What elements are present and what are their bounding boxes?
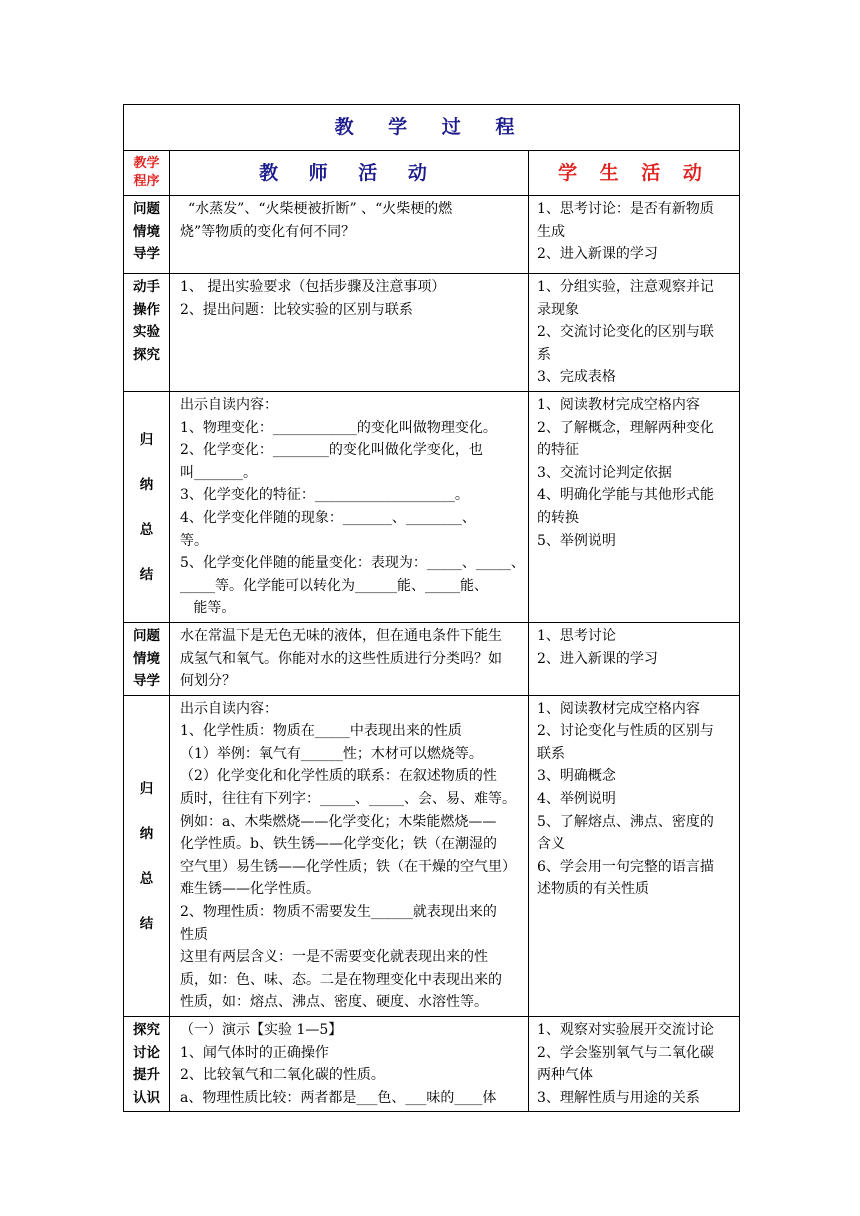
row-label: 归 纳 总 结: [124, 391, 170, 622]
teacher-activity-cell: 1、 提出实验要求（包括步骤及注意事项） 2、提出问题：比较实验的区别与联系: [170, 274, 529, 392]
row-label: 归 纳 总 结: [124, 695, 170, 1016]
header-row: [124, 151, 740, 196]
student-activity-cell: 1、思考讨论：是否有新物质 生成 2、进入新课的学习: [529, 196, 740, 274]
table-row: [124, 622, 740, 695]
student-activity-cell: 1、思考讨论 2、进入新课的学习: [529, 622, 740, 695]
row-label: 探究 讨论 提升 认识: [124, 1017, 170, 1112]
teacher-activity-cell: 出示自读内容： 1、物理变化：____________的变化叫做物理变化。 2、化学变化：________的变化叫做化学变化，也 叫_______。 3、化学变化的特征：____________________。 4、化学变化伴随的现象：_______、________、 等。 5、化学变化伴随的能量变化：表现为：_____、_____、 _____等。化学能可以转化为______能、_____能、 能等。: [170, 391, 529, 622]
row-label: 问题 情境 导学: [124, 196, 170, 274]
teacher-activity-cell: （一）演示【实验 1—5】 1、闻气体时的正确操作 2、比较氧气和二氧化碳的性质。 a、物理性质比较：两者都是___色、___味的____体: [170, 1017, 529, 1112]
row-label: 动手 操作 实验 探究: [124, 274, 170, 392]
student-activity-cell: 1、阅读教材完成空格内容 2、了解概念，理解两种变化 的特征 3、交流讨论判定依据 4、明确化学能与其他形式能 的转换 5、举例说明: [529, 391, 740, 622]
teacher-activity-cell: 出示自读内容： 1、化学性质：物质在_____中表现出来的性质 （1）举例：氧气有______性；木材可以燃烧等。 （2）化学变化和化学性质的联系：在叙述物质的性 质时，往往有下列字：_____、_____、会、易、难等。 例如：a、木柴燃烧——化学变化；木柴能燃烧—— 化学性质。b、铁生锈——化学变化；铁（在潮湿的 空气里）易生锈——化学性质；铁（在干燥的空气里） 难生锈——化学性质。 2、物理性质：物质不需要发生______就表现出来的 性质 这里有两层含义：一是不需要变化就表现出来的性 质，如：色、味、态。二是在物理变化中表现出来的 性质，如：熔点、沸点、密度、硬度、水溶性等。: [170, 695, 529, 1016]
row-label: 问题 情境 导学: [124, 622, 170, 695]
teaching-process-table: [123, 104, 740, 1112]
teacher-activity-cell: “水蒸发”、“火柴梗被折断” 、“火柴梗的燃 烧”等物质的变化有何不同？: [170, 196, 529, 274]
header-student-activity: 学 生 活 动: [529, 151, 740, 196]
student-activity-cell: 1、阅读教材完成空格内容 2、讨论变化与性质的区别与 联系 3、明确概念 4、举例说明 5、了解熔点、沸点、密度的 含义 6、学会用一句完整的语言描 述物质的有关性质: [529, 695, 740, 1016]
table-row: [124, 196, 740, 274]
teacher-activity-cell: 水在常温下是无色无味的液体，但在通电条件下能生 成氢气和氧气。你能对水的这些性质进行分类吗？如 何划分？: [170, 622, 529, 695]
header-teacher-activity: 教 师 活 动: [170, 151, 529, 196]
student-activity-cell: 1、观察对实验展开交流讨论 2、学会鉴别氧气与二氧化碳 两种气体 3、理解性质与用途的关系: [529, 1017, 740, 1112]
table-title: 教 学 过 程: [124, 105, 740, 151]
header-sequence: 教学 程序: [124, 151, 170, 196]
table-row: [124, 695, 740, 1016]
table-row: [124, 1017, 740, 1112]
student-activity-cell: 1、分组实验，注意观察并记 录现象 2、交流讨论变化的区别与联 系 3、完成表格: [529, 274, 740, 392]
table-row: [124, 391, 740, 622]
table-row: [124, 274, 740, 392]
